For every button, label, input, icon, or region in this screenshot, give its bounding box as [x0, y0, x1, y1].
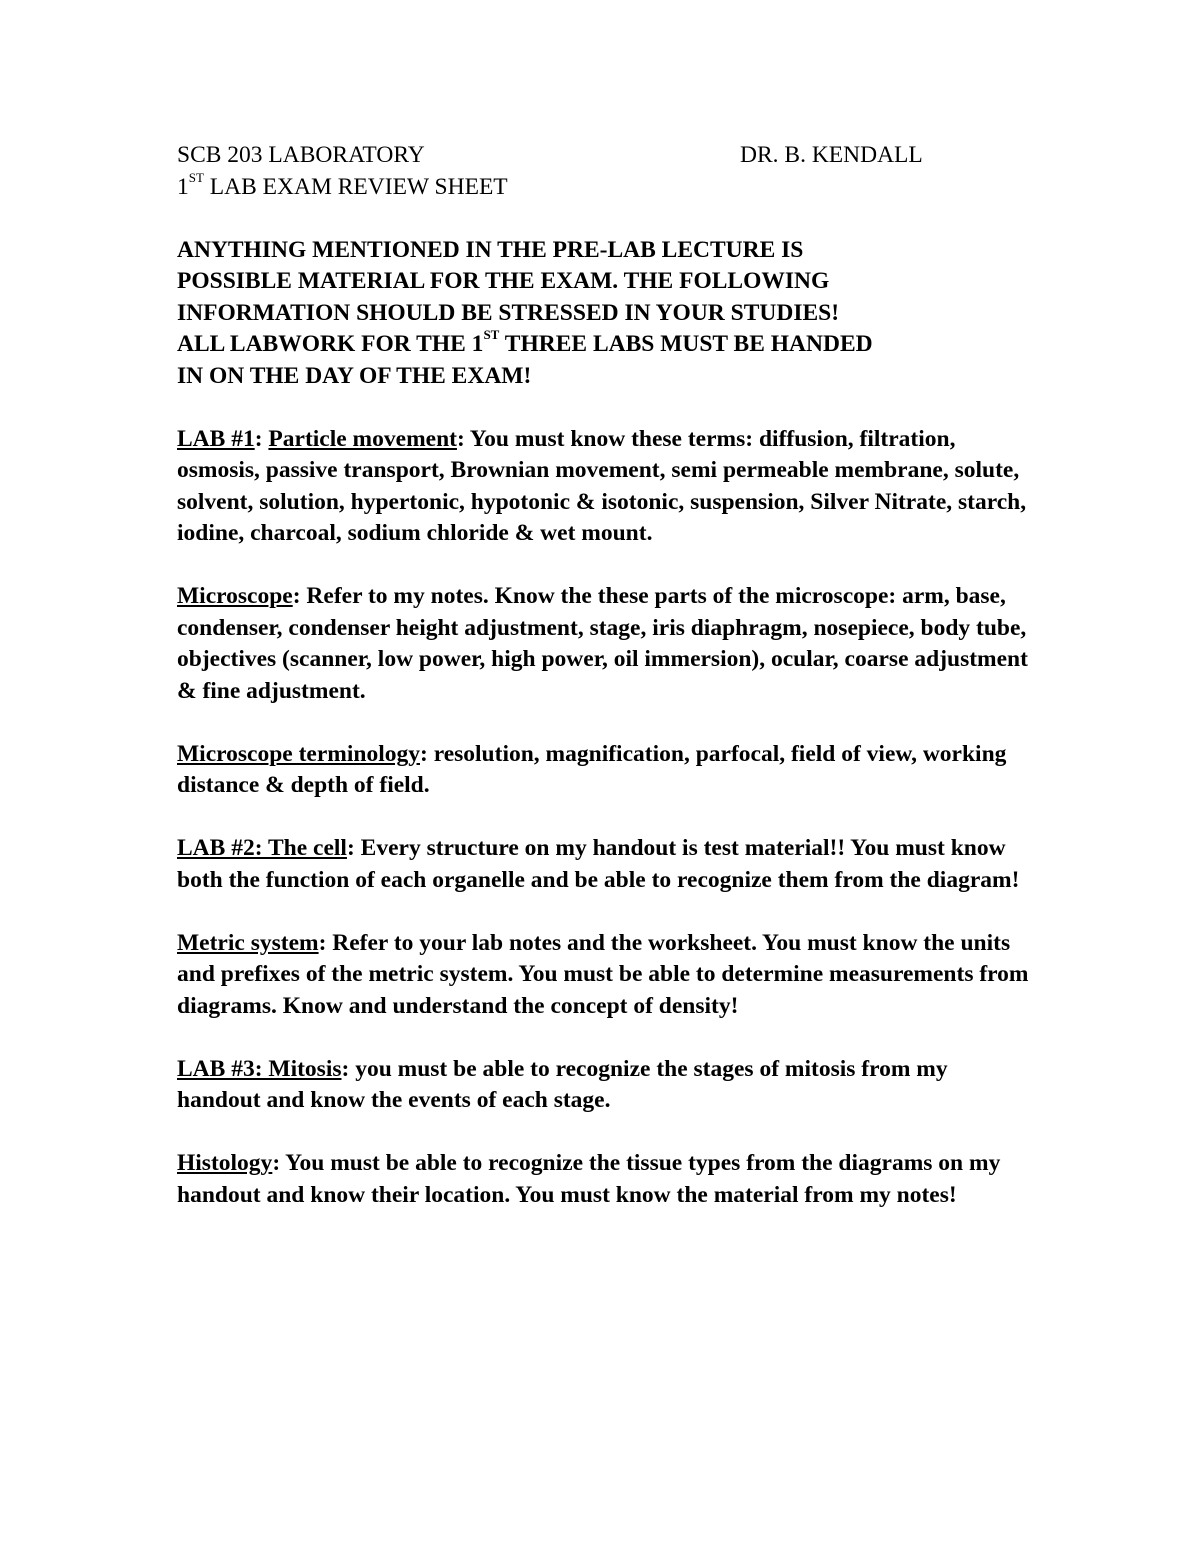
- section-text-microscope: : Refer to my notes. Know the these parts of the microscope: arm, base, condenser, condenser height adjustment, stage, iris diaphragm, nosepiece, body tube, objectives (scanner, low power, high power, oil immersion), ocular, coarse adjustment & fine adjustment.: [177, 583, 1028, 704]
- spacer: [177, 203, 1037, 235]
- notice-line: [177, 329, 1037, 361]
- notice-line: INFORMATION SHOULD BE STRESSED IN YOUR STUDIES!: [177, 299, 840, 326]
- section-text-lab3: : you must be able to recognize the stages of mitosis from my handout and know the events of each stage.: [177, 1055, 948, 1113]
- section-text-terminology: : resolution, magnification, parfocal, field of view, working distance & depth of field.: [177, 740, 1007, 798]
- section-label-histology: Histology: [177, 1150, 273, 1176]
- header-line: [177, 140, 1037, 172]
- notice-line-part: THREE LABS MUST BE HANDED: [499, 331, 873, 357]
- section-label-terminology: Microscope terminology: [177, 740, 420, 767]
- notice-line-part: ALL LABWORK FOR THE 1: [177, 331, 484, 357]
- section-label-particle-movement: Particle movement: [268, 425, 457, 452]
- sheet-title-text: LAB EXAM REVIEW SHEET: [203, 173, 508, 200]
- notice-line: IN ON THE DAY OF THE EXAM!: [177, 362, 532, 389]
- section-text-lab1: : You must know these terms: diffusion, filtration, osmosis, passive transport, Brownian movement, semi permeable membrane, solute, solvent, solution, hypertonic, hypotonic & isotonic, suspension, Silver Nitrate, starch, iodine, charcoal, sodium chloride & wet mount.: [177, 425, 1027, 546]
- section-label-lab1: LAB #1: [177, 425, 255, 452]
- section-lab3: [177, 1054, 1037, 1117]
- section-text-lab2: : Every structure on my handout is test material!! You must know both the function of each organelle and be able to recognize them from the diagram!: [177, 835, 1020, 893]
- section-microscope: [177, 581, 1037, 707]
- spacer: [177, 550, 1037, 582]
- section-label-lab2: LAB #2: The cell: [177, 835, 347, 861]
- course-title: SCB 203 LABORATORY: [177, 142, 425, 168]
- section-label-microscope: Microscope: [177, 583, 293, 609]
- notice-line: ANYTHING MENTIONED IN THE PRE-LAB LECTURE IS: [177, 236, 804, 263]
- exam-number: 1: [177, 173, 189, 200]
- notice-ordinal-suffix: ST: [483, 327, 500, 343]
- notice-line: POSSIBLE MATERIAL FOR THE EXAM. THE FOLLOWING: [177, 268, 830, 294]
- section-lab2: [177, 833, 1037, 896]
- section-metric: [177, 928, 1037, 1023]
- section-separator: :: [254, 425, 269, 452]
- instructor-name: DR. B. KENDALL: [740, 142, 923, 168]
- spacer: [177, 1022, 1037, 1054]
- spacer: [177, 392, 1037, 424]
- section-text-histology: : You must be able to recognize the tissue types from the diagrams on my handout and know their location. You must know the material from my notes!: [177, 1150, 1001, 1208]
- section-label-metric: Metric system: [177, 929, 319, 956]
- spacer: [177, 896, 1037, 928]
- section-terminology: [177, 739, 1037, 802]
- exam-number-suffix: ST: [188, 169, 204, 185]
- section-lab1: [177, 424, 1037, 550]
- sheet-title: [177, 169, 1037, 204]
- section-text-metric: : Refer to your lab notes and the worksheet. You must know the units and prefixes of the metric system. You must be able to determine measurements from diagrams. Know and understand the concept of density!: [177, 929, 1029, 1019]
- review-sheet-page: [177, 140, 1037, 1211]
- section-histology: [177, 1148, 1037, 1211]
- spacer: [177, 802, 1037, 834]
- spacer: [177, 1117, 1037, 1149]
- notice-block: [177, 235, 1037, 393]
- section-label-lab3: LAB #3: Mitosis: [177, 1055, 342, 1082]
- spacer: [177, 707, 1037, 739]
